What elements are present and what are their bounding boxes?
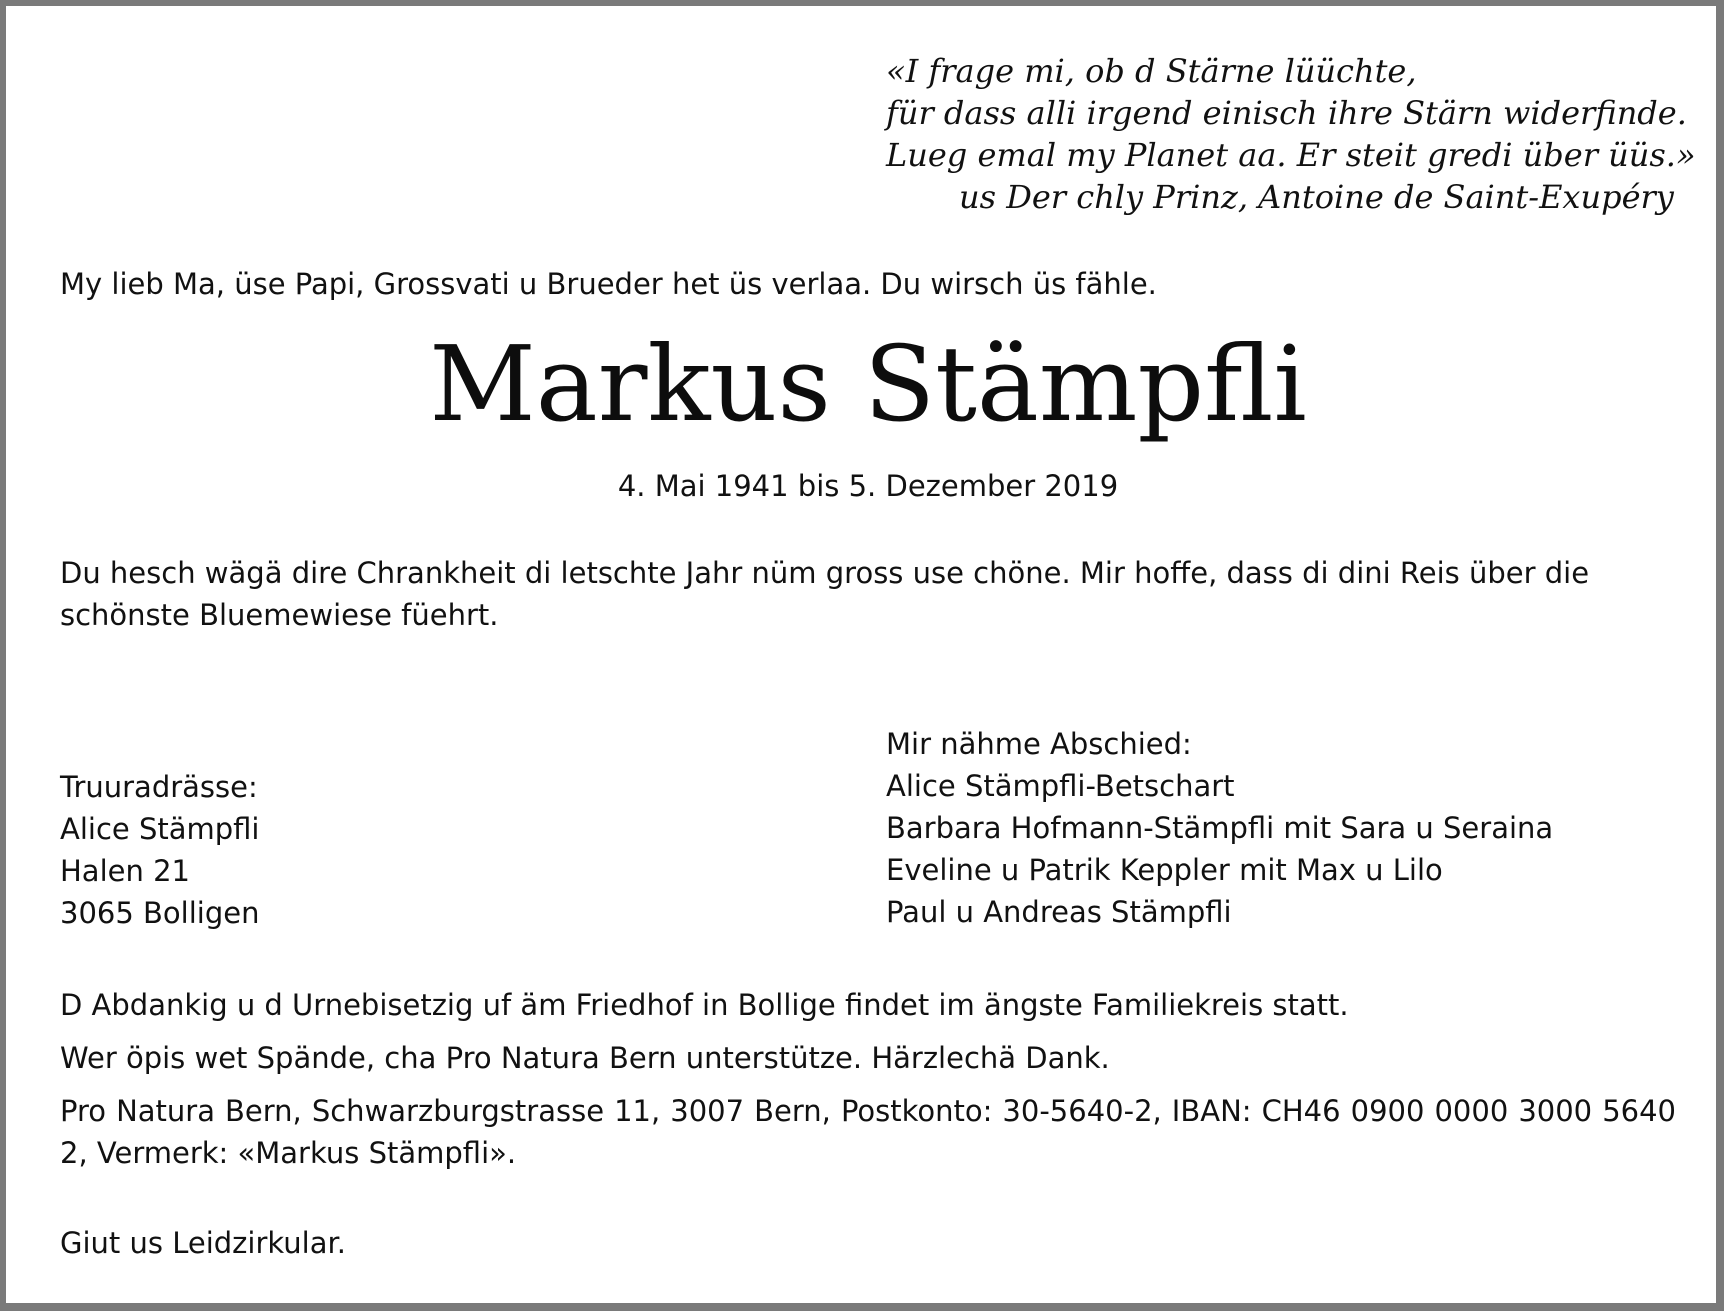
mourners-list — [886, 723, 1553, 933]
mourner-entry: Alice Stämpfli-Betschart — [886, 769, 1235, 803]
quote-line: für dass alli irgend einisch ihre Stärn widerfinde. — [886, 94, 1687, 132]
epigraph-quote — [886, 50, 1696, 218]
intro-text: My lieb Ma, üse Papi, Grossvati u Brueder het üs verlaa. Du wirsch üs fähle. — [60, 267, 1157, 301]
quote-line: «I frage mi, ob d Stärne lüüchte, — [886, 52, 1417, 90]
mourner-entry: Paul u Andreas Stämpfli — [886, 895, 1232, 929]
mourners-heading: Mir nähme Abschied: — [886, 727, 1192, 761]
closing-note: Giut us Leidzirkular. — [60, 1226, 346, 1260]
quote-source: us Der chly Prinz, Antoine de Saint-Exupéry — [959, 178, 1674, 216]
mourner-entry: Eveline u Patrik Keppler mit Max u Lilo — [886, 853, 1443, 887]
ceremony-notice: D Abdankig u d Urnebisetzig uf äm Friedhof in Bollige findet im ängste Familiekreis statt. — [60, 988, 1349, 1022]
address-line: Halen 21 — [60, 854, 190, 888]
address-line: 3065 Bolligen — [60, 896, 260, 930]
donation-account-details: Pro Natura Bern, Schwarzburgstrasse 11, 3007 Bern, Postkonto: 30-5640-2, IBAN: CH46 0900 0000 3000 5640 2, Vermerk: «Markus Stämpfli». — [60, 1094, 1676, 1170]
donation-notice: Wer öpis wet Spände, cha Pro Natura Bern unterstütze. Härzlechä Dank. — [60, 1041, 1110, 1075]
deceased-name: Markus Stämpfli — [429, 323, 1307, 445]
life-dates: 4. Mai 1941 bis 5. Dezember 2019 — [617, 469, 1119, 503]
mourner-entry: Barbara Hofmann-Stämpfli mit Sara u Seraina — [886, 811, 1554, 845]
address-heading: Truuradrässe: — [60, 770, 258, 804]
quote-line: Lueg emal my Planet aa. Er steit gredi über üüs.» — [886, 136, 1696, 174]
personal-message: Du hesch wägä dire Chrankheit di letschte Jahr nüm gross use chöne. Mir hoffe, dass di dini Reis über die schönste Bluemewiese füehrt. — [60, 556, 1590, 632]
address-line: Alice Stämpfli — [60, 812, 260, 846]
mourning-address — [60, 766, 260, 934]
